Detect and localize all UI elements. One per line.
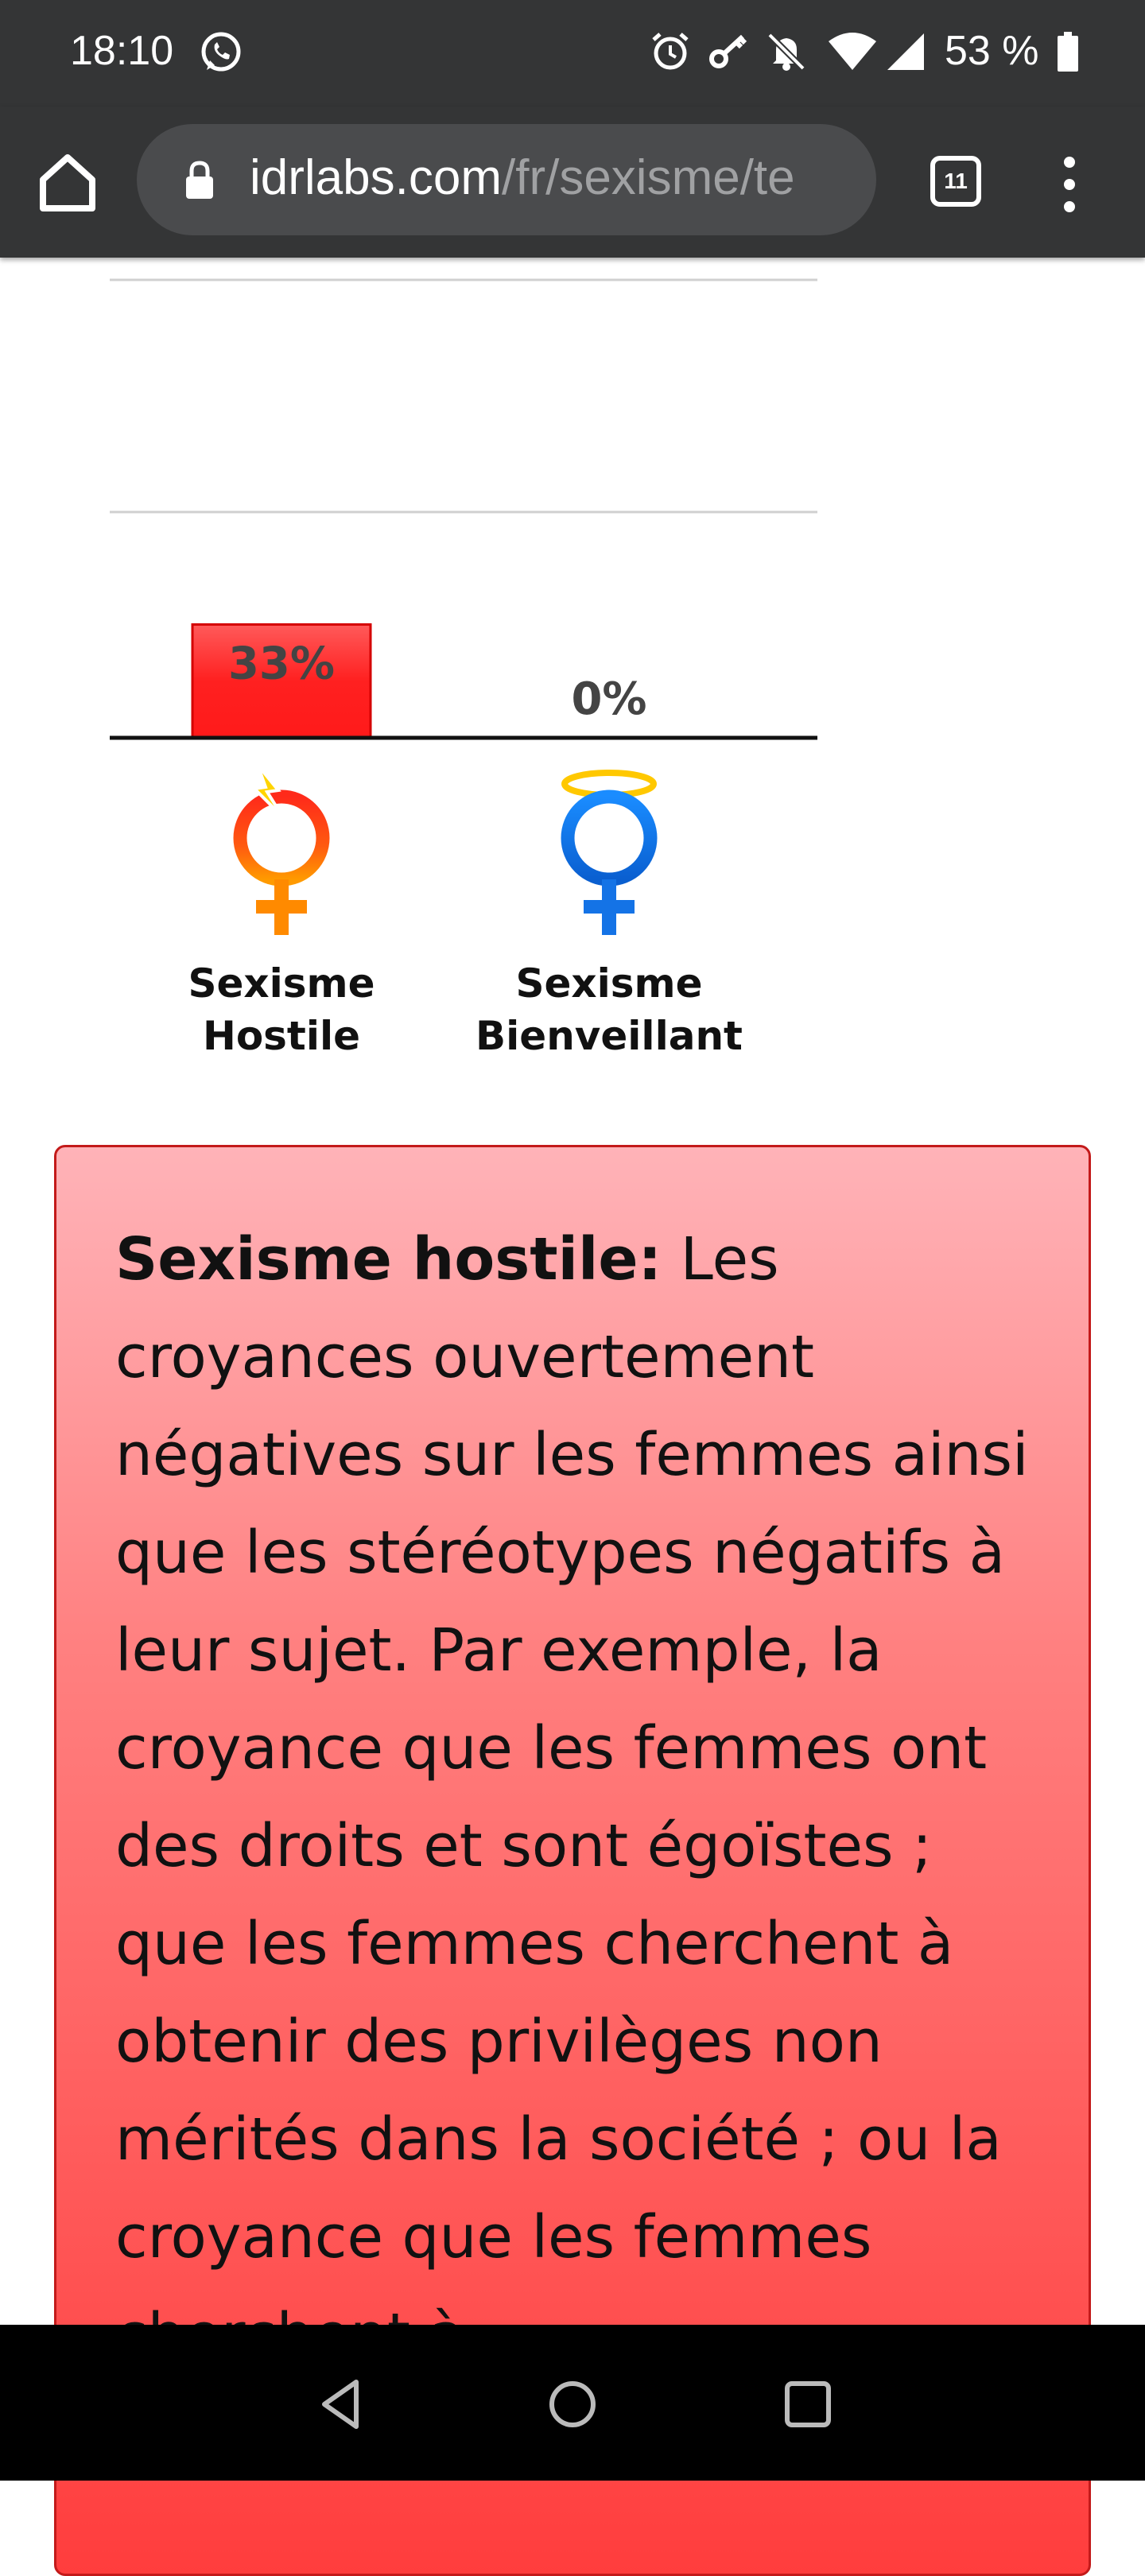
info-description: Les croyances ouvertement négatives sur les femmes ainsi que les stéréotypes négatifs à leur sujet. Par exemple, la croyance que les femmes ont des droits et sont égoïstes ; que les femmes cherchent à obtenir des privilèges non mérités dans la société ; ou la croyance que les femmes (115, 1225, 1029, 2271)
category-label-1-line-1: Bienveillant (475, 1013, 743, 1059)
info-term: Sexisme hostile: (115, 1225, 662, 1294)
hostile-venus-icon (240, 765, 323, 935)
status-bar (0, 0, 1145, 107)
status-time: 18:10 (70, 28, 174, 74)
address-bar[interactable] (137, 124, 876, 235)
benevolent-venus-icon (565, 773, 654, 935)
tab-switcher-button[interactable]: 11 (930, 156, 981, 207)
info-paragraph (115, 1211, 1054, 2384)
category-label-0-line-0: Sexisme (188, 960, 375, 1007)
url-text[interactable] (250, 149, 854, 206)
alarm-icon (649, 30, 692, 73)
bar-value-label-0: 33% (227, 638, 336, 690)
bell-off-icon (765, 30, 808, 73)
overflow-menu-icon[interactable] (1050, 154, 1089, 215)
recents-nav-icon[interactable] (776, 2372, 840, 2436)
category-label-0-line-1: Hostile (202, 1013, 361, 1059)
wifi-icon (827, 30, 878, 73)
lock-icon (184, 161, 215, 199)
sexism-score-chart (0, 258, 1145, 1092)
battery-percentage: 53 % (945, 28, 1039, 74)
url-path: /fr/sexisme/te (502, 150, 795, 205)
key-icon (708, 30, 751, 73)
home-icon[interactable] (32, 146, 103, 218)
battery-icon (1058, 32, 1078, 72)
browser-toolbar (0, 107, 1145, 258)
signal-icon (886, 30, 926, 73)
bar-value-label-1: 0% (571, 673, 647, 725)
category-label-1-line-0: Sexisme (515, 960, 703, 1007)
home-nav-icon[interactable] (541, 2372, 604, 2436)
back-nav-icon[interactable] (310, 2372, 374, 2436)
whatsapp-icon (199, 30, 243, 75)
url-domain: idrlabs.com (250, 150, 502, 205)
system-nav-bar (0, 2325, 1145, 2481)
